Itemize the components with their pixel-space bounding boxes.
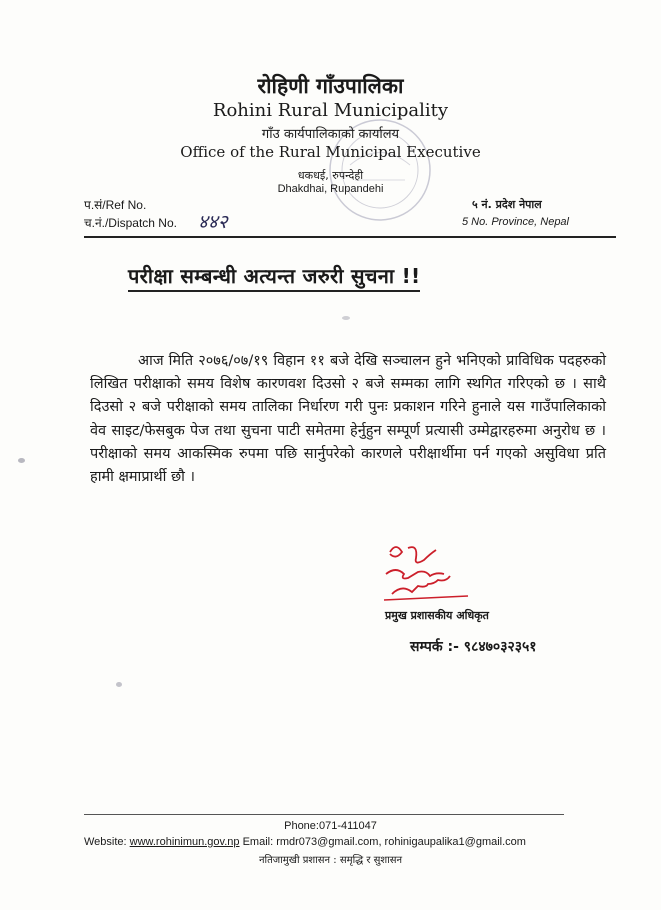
municipality-name-english: Rohini Rural Municipality xyxy=(212,100,449,121)
dispatch-number-label: च.नं./Dispatch No. xyxy=(84,216,177,230)
scan-speck xyxy=(342,316,350,320)
ref-number-label: प.सं/Ref No. xyxy=(84,198,147,212)
footer-motto: नतिजामुखी प्रशासन : समृद्धि र सुशासन xyxy=(258,855,403,866)
footer-divider xyxy=(84,814,564,815)
email-addresses: Email: rmdr073@gmail.com, rohinigaupalika1@gmail.com xyxy=(239,836,526,848)
footer-contact-line xyxy=(84,836,526,848)
header-divider xyxy=(84,236,616,238)
dispatch-number-value: ४४२ xyxy=(198,211,228,233)
footer-phone: Phone:071-411047 xyxy=(284,820,377,832)
province-english: 5 No. Province, Nepal xyxy=(462,216,569,228)
office-name-nepali: गाँउ कार्यपालिकाको कार्यालय xyxy=(261,127,400,142)
signatory-title: प्रमुख प्रशासकीय अधिकृत xyxy=(385,609,489,622)
handwritten-signature xyxy=(378,538,478,608)
notice-title: परीक्षा सम्बन्धी अत्यन्त जरुरी सुचना !! xyxy=(128,262,420,292)
scan-speck xyxy=(116,682,122,687)
address-english: Dhakdhai, Rupandehi xyxy=(277,183,384,195)
municipality-name-nepali: रोहिणी गाँउपालिका xyxy=(257,74,404,98)
office-name-english: Office of the Rural Municipal Executive xyxy=(180,143,481,161)
address-nepali: धकधई, रुपन्देही xyxy=(297,169,364,182)
province-nepali: ५ नं. प्रदेश नेपाल xyxy=(472,198,542,211)
website-label: Website: xyxy=(84,836,130,848)
contact-number: सम्पर्क :- ९८४७०३२३५१ xyxy=(410,639,537,655)
notice-body: आज मिति २०७६/०७/१९ विहान ११ बजे देखि सञ्चालन हुने भनिएको प्राविधिक पदहरुको लिखित परीक्षाको समय विशेष कारणवश दिउसो २ बजे सम्मका लागि स्थगित गरिएको छ । साथै दिउसो २ बजे परीक्षाको समय तालिका निर्धारण गरी पुनः प्रकाशन गरिने हुनाले यस गाउँपालिकाको वेव साइट/फेसबुक पेज तथा सुचना पाटी समेतमा हेर्नुहुन सम्पूर्ण प्रत्यासी उम्मेद्वारहरुमा अनुरोध छ । परीक्षाको समय आकस्मिक रुपमा पछि सार्नुपरेको कारणले परीक्षार्थीमा पर्न गएको असुविधा प्रति हामी क्षमाप्रार्थी छौ । xyxy=(90,353,606,486)
scan-speck xyxy=(18,458,25,463)
website-link[interactable]: www.rohinimun.gov.np xyxy=(129,836,240,848)
